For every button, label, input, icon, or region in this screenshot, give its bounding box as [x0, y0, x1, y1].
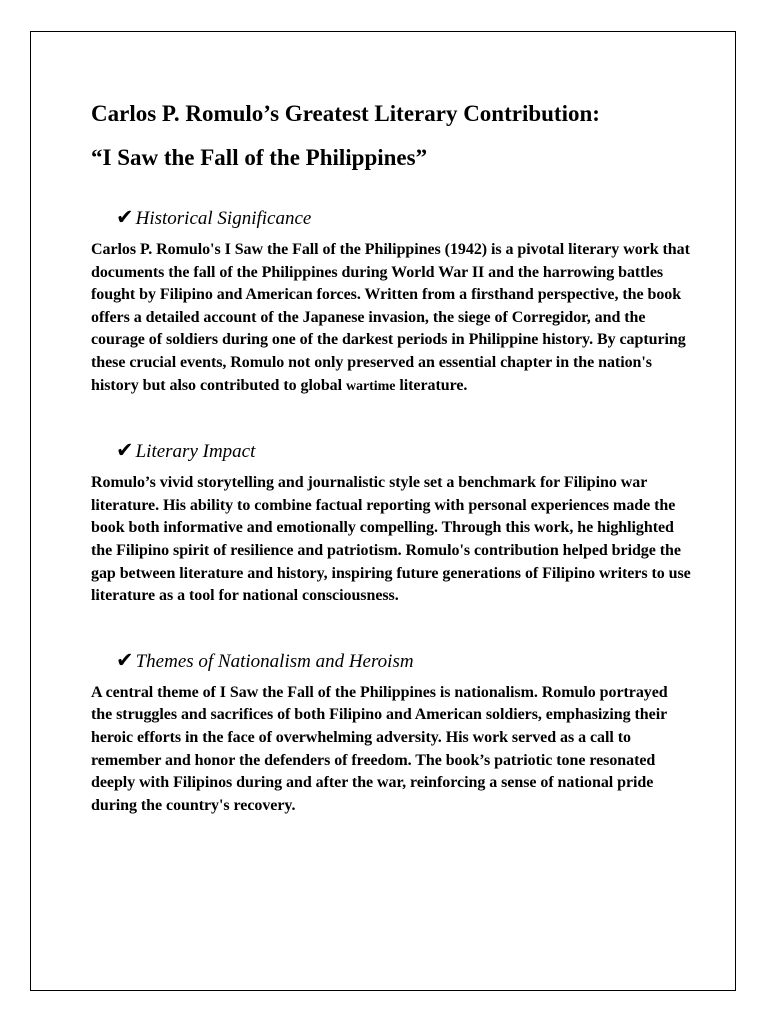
checkmark-icon: ✔	[116, 647, 134, 672]
section-heading-themes	[116, 648, 691, 674]
document-page	[30, 31, 736, 991]
section-heading-label: Themes of Nationalism and Heroism	[135, 650, 414, 672]
section-body-text: Romulo’s vivid storytelling and journalistic style set a benchmark for Filipino war literature. His ability to combine factual reporting with personal experiences made the book both informative and emotionally compelling. Through this work, he highlighted the Filipino spirit of resilience and patriotism. Romulo's contribution helped bridge the gap between literature and history, inspiring future generations of Filipino writers to use literature as a tool for national consciousness.	[91, 474, 691, 605]
section-body-literary-impact	[91, 472, 691, 608]
section-heading-label: Historical Significance	[135, 208, 312, 229]
document-title	[91, 92, 691, 180]
section-heading-historical-significance	[116, 205, 691, 231]
section-body-end: literature.	[399, 376, 468, 394]
section-body-small-word: wartime	[345, 378, 396, 394]
section-heading-literary-impact	[116, 438, 691, 464]
section-body-text: Carlos P. Romulo's I Saw the Fall of the Philippines (1942) is a pivotal literary work that documents the fall of the Philippines during World War II and the harrowing battles fought by Filipino and American forces. Written from a firsthand perspective, the book offers a detailed account of the Japanese invasion, the siege of Corregidor, and the courage of soldiers during one of the darkest periods in Philippine history. By capturing these crucial events, Romulo not only preserved an essential chapter in the nation's history but also contributed to global	[91, 241, 690, 394]
title-line-1: Carlos P. Romulo’s Greatest Literary Contribution:	[91, 101, 600, 126]
section-heading-label: Literary Impact	[135, 441, 256, 463]
section-body-text: A central theme of I Saw the Fall of the Philippines is nationalism. Romulo portrayed the struggles and sacrifices of both Filipino and American soldiers, emphasizing their heroic efforts in the face of overwhelming adversity. His work served as a call to remember and honor the defenders of freedom. The book’s patriotic tone resonated deeply with Filipinos during and after the war, reinforcing a sense of national pride during the country's recovery.	[91, 683, 668, 814]
document-content	[91, 92, 691, 817]
section-body-themes	[91, 682, 691, 818]
checkmark-icon: ✔	[116, 205, 134, 229]
checkmark-icon: ✔	[116, 438, 134, 463]
section-body-historical-significance	[91, 239, 691, 398]
title-line-2: “I Saw the Fall of the Philippines”	[91, 145, 428, 170]
